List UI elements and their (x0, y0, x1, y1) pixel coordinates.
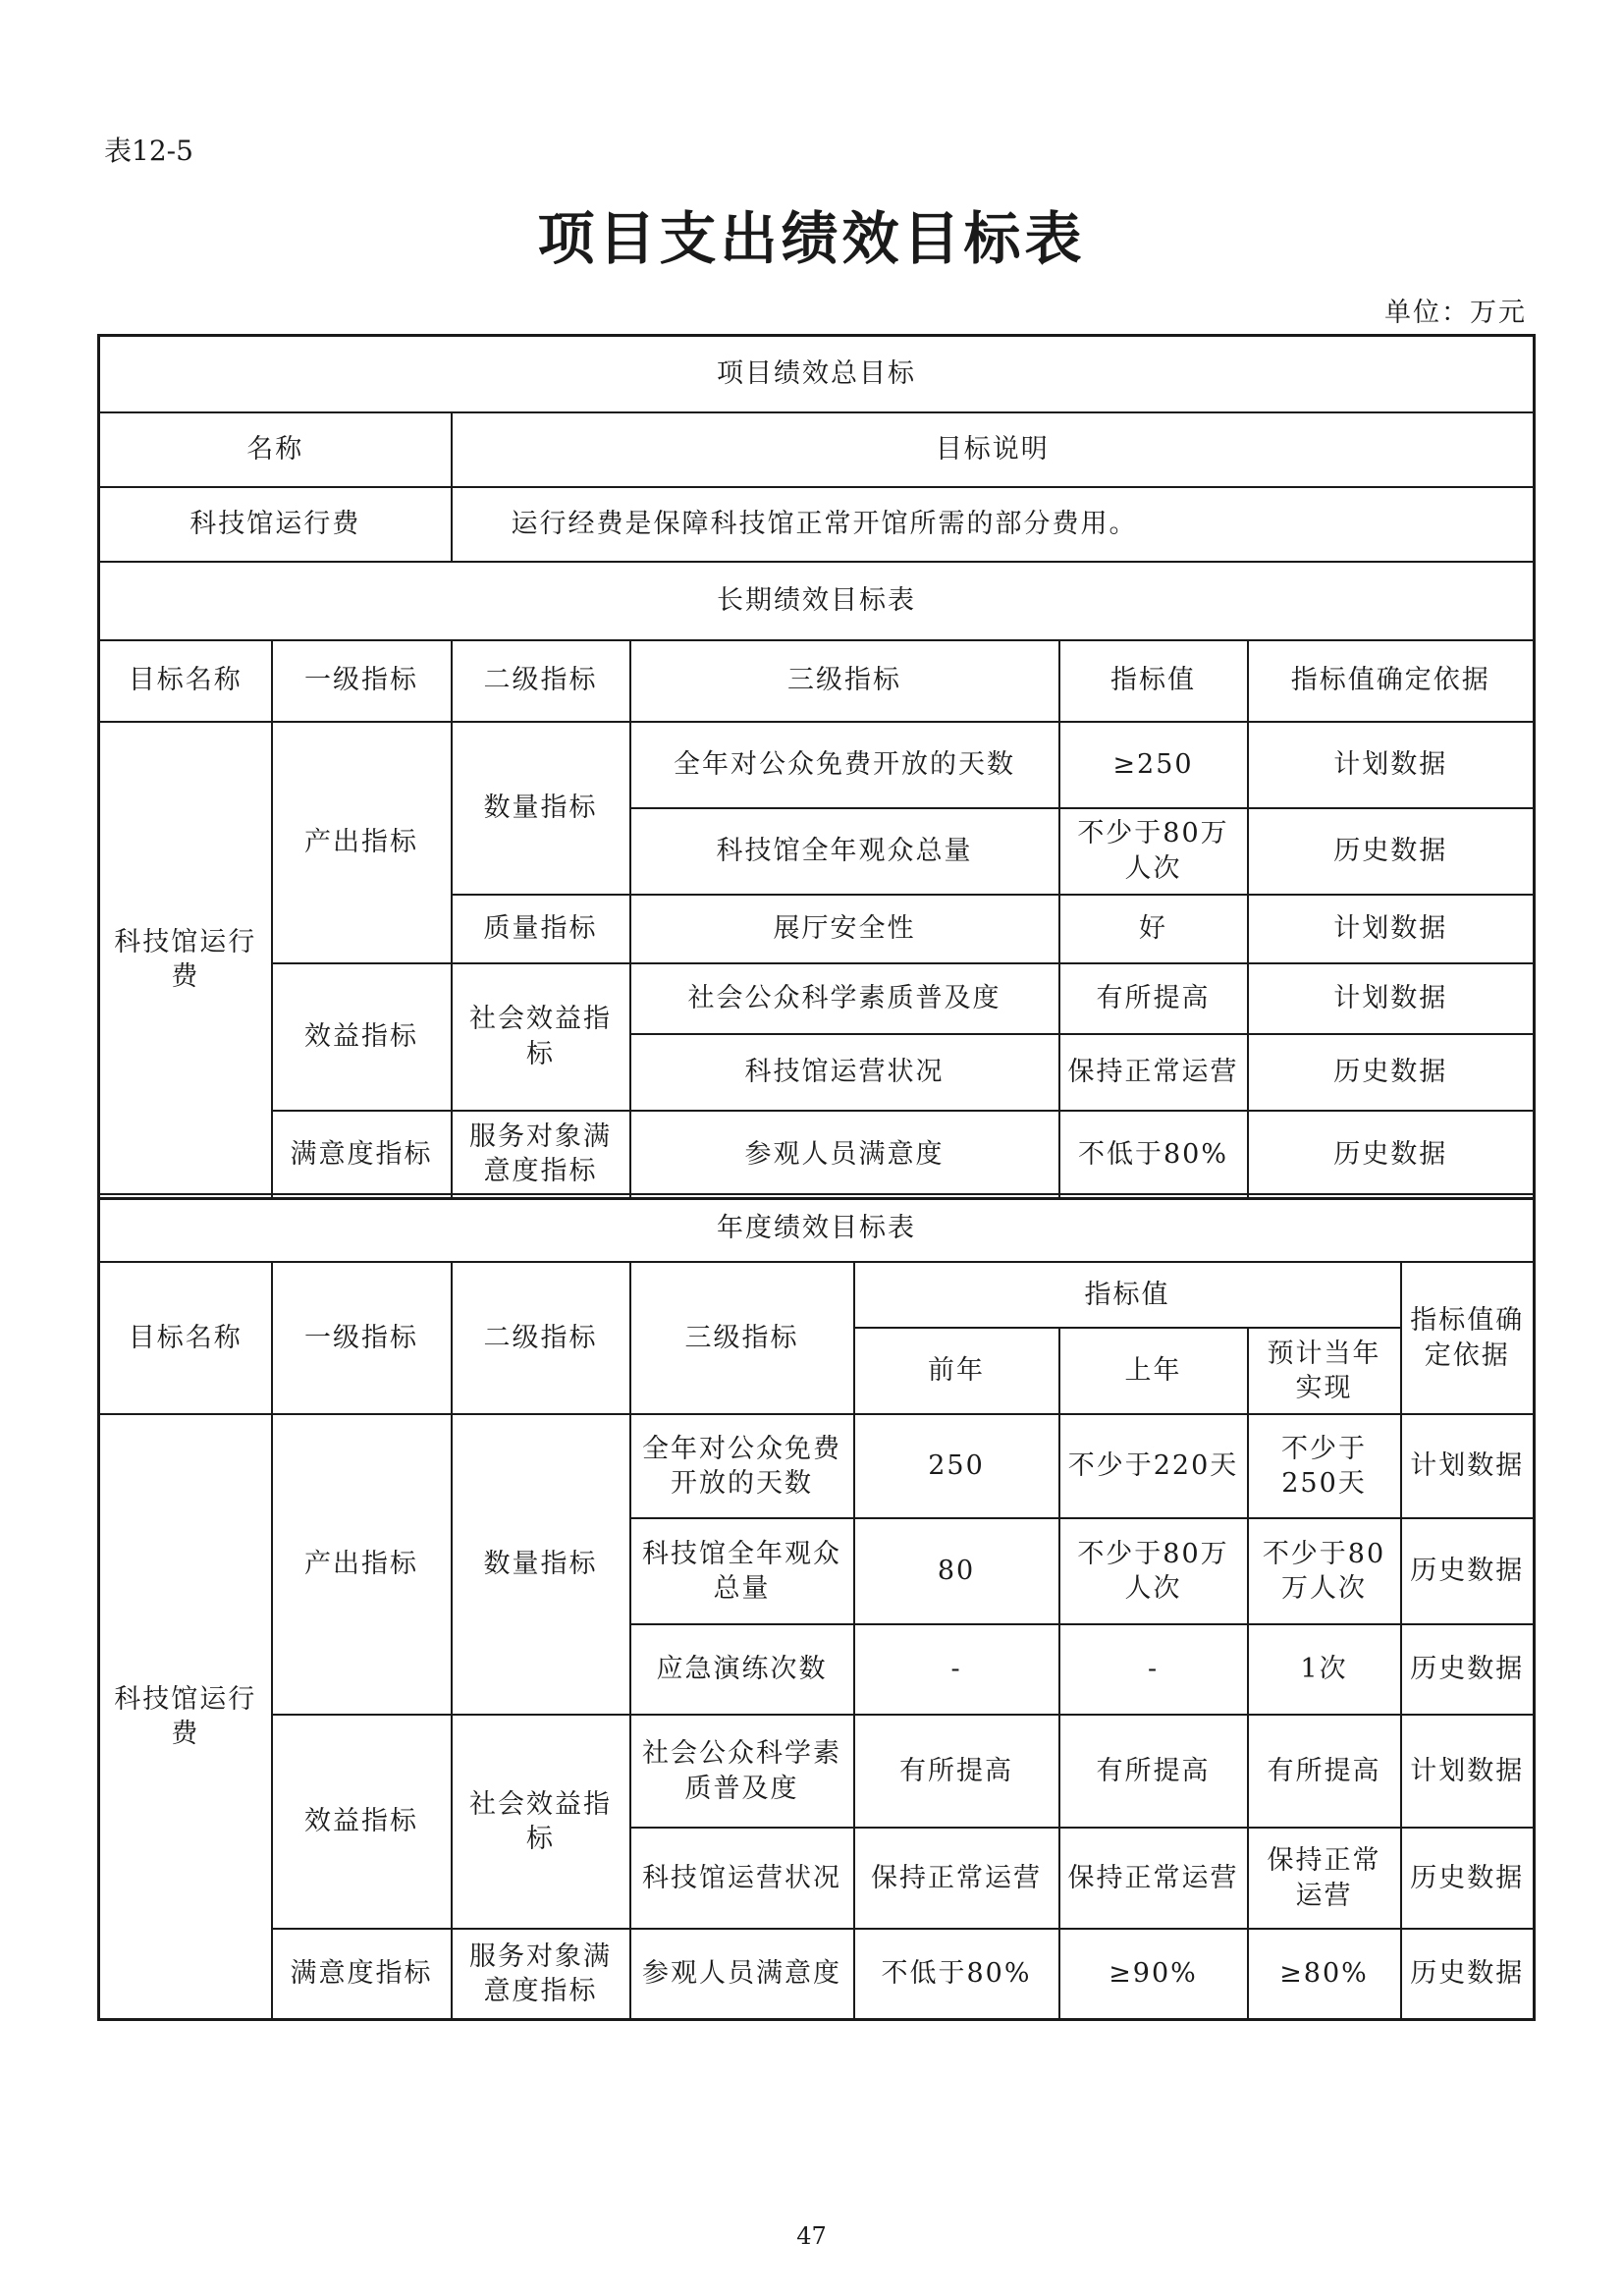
level1-cell: 产出指标 (272, 722, 452, 963)
prev-cell: 有所提高 (854, 1715, 1059, 1828)
header-level3: 三级指标 (630, 640, 1059, 722)
description-column-header: 目标说明 (452, 412, 1535, 487)
page-number: 47 (796, 2222, 827, 2250)
header-value: 指标值 (854, 1262, 1401, 1328)
document-title: 项目支出绩效目标表 (537, 205, 1086, 272)
table-row (99, 562, 1535, 640)
header-target-name: 目标名称 (99, 1262, 272, 1414)
last-cell: 有所提高 (1059, 1715, 1248, 1828)
project-name: 科技馆运行费 (99, 487, 452, 562)
last-cell: 不少于220天 (1059, 1414, 1248, 1518)
level3-cell: 参观人员满意度 (630, 1929, 854, 2019)
last-cell: ≥90% (1059, 1929, 1248, 2019)
value-cell: 好 (1059, 895, 1248, 963)
prev-cell: 80 (854, 1518, 1059, 1624)
table-row (99, 1111, 1535, 1199)
level3-cell: 展厅安全性 (630, 895, 1059, 963)
annual-heading: 年度绩效目标表 (99, 1194, 1535, 1262)
basis-cell: 历史数据 (1248, 1111, 1535, 1199)
level3-cell: 科技馆运营状况 (630, 1828, 854, 1929)
header-target-name: 目标名称 (99, 640, 272, 722)
header-level1: 一级指标 (272, 1262, 452, 1414)
level2-cell: 质量指标 (452, 895, 630, 963)
level3-cell: 参观人员满意度 (630, 1111, 1059, 1199)
prev-cell: 保持正常运营 (854, 1828, 1059, 1929)
value-cell: 不少于80万人次 (1059, 808, 1248, 895)
header-level2: 二级指标 (452, 640, 630, 722)
prev-cell: - (854, 1624, 1059, 1715)
level3-cell: 科技馆全年观众总量 (630, 1518, 854, 1624)
expected-cell: 保持正常运营 (1248, 1828, 1401, 1929)
unit-label: 单位：万元 (1384, 298, 1527, 328)
header-level2: 二级指标 (452, 1262, 630, 1414)
basis-cell: 计划数据 (1401, 1715, 1535, 1828)
basis-cell: 计划数据 (1401, 1414, 1535, 1518)
table-row (99, 1414, 1535, 1518)
level3-cell: 社会公众科学素质普及度 (630, 1715, 854, 1828)
last-cell: - (1059, 1624, 1248, 1715)
expected-cell: 不少于80万人次 (1248, 1518, 1401, 1624)
level1-cell: 满意度指标 (272, 1929, 452, 2019)
expected-cell: 有所提高 (1248, 1715, 1401, 1828)
level2-cell: 服务对象满意度指标 (452, 1111, 630, 1199)
level3-cell: 科技馆运营状况 (630, 1034, 1059, 1111)
overall-heading: 项目绩效总目标 (99, 336, 1535, 412)
value-cell: 不低于80% (1059, 1111, 1248, 1199)
performance-table-annual (97, 1193, 1536, 2021)
value-cell: 有所提高 (1059, 963, 1248, 1034)
last-cell: 保持正常运营 (1059, 1828, 1248, 1929)
table-row (99, 1194, 1535, 1262)
last-cell: 不少于80万人次 (1059, 1518, 1248, 1624)
level1-cell: 满意度指标 (272, 1111, 452, 1199)
basis-cell: 历史数据 (1248, 1034, 1535, 1111)
value-cell: 保持正常运营 (1059, 1034, 1248, 1111)
basis-cell: 计划数据 (1248, 895, 1535, 963)
prev-cell: 不低于80% (854, 1929, 1059, 2019)
expected-cell: 1次 (1248, 1624, 1401, 1715)
target-name-cell: 科技馆运行费 (99, 722, 272, 1199)
performance-table-long-term (97, 334, 1536, 1200)
header-level3: 三级指标 (630, 1262, 854, 1414)
name-column-header: 名称 (99, 412, 452, 487)
table-header-row (99, 640, 1535, 722)
header-basis: 指标值确定依据 (1248, 640, 1535, 722)
table-row (99, 722, 1535, 808)
prev-cell: 250 (854, 1414, 1059, 1518)
level3-cell: 全年对公众免费开放的天数 (630, 1414, 854, 1518)
expected-cell: 不少于250天 (1248, 1414, 1401, 1518)
level2-cell: 社会效益指标 (452, 1715, 630, 1929)
table-header-row (99, 1262, 1535, 1328)
table-row (99, 487, 1535, 562)
basis-cell: 历史数据 (1401, 1929, 1535, 2019)
level3-cell: 社会公众科学素质普及度 (630, 963, 1059, 1034)
header-value: 指标值 (1059, 640, 1248, 722)
level2-cell: 数量指标 (452, 1414, 630, 1715)
value-cell: ≥250 (1059, 722, 1248, 808)
level2-cell: 数量指标 (452, 722, 630, 895)
table-row (99, 336, 1535, 412)
header-level1: 一级指标 (272, 640, 452, 722)
level1-cell: 效益指标 (272, 963, 452, 1111)
document-label: 表12-5 (104, 135, 193, 167)
header-last-year: 上年 (1059, 1328, 1248, 1414)
level3-cell: 科技馆全年观众总量 (630, 808, 1059, 895)
table-row (99, 963, 1535, 1034)
level3-cell: 全年对公众免费开放的天数 (630, 722, 1059, 808)
level3-cell: 应急演练次数 (630, 1624, 854, 1715)
target-name-cell: 科技馆运行费 (99, 1414, 272, 2019)
level1-cell: 产出指标 (272, 1414, 452, 1715)
expected-cell: ≥80% (1248, 1929, 1401, 2019)
basis-cell: 计划数据 (1248, 722, 1535, 808)
level2-cell: 服务对象满意度指标 (452, 1929, 630, 2019)
project-description: 运行经费是保障科技馆正常开馆所需的部分费用。 (452, 487, 1535, 562)
level1-cell: 效益指标 (272, 1715, 452, 1929)
table-row (99, 1929, 1535, 2019)
basis-cell: 历史数据 (1401, 1518, 1535, 1624)
table-row (99, 1715, 1535, 1828)
basis-cell: 计划数据 (1248, 963, 1535, 1034)
level2-cell: 社会效益指标 (452, 963, 630, 1111)
header-prev-year: 前年 (854, 1328, 1059, 1414)
long-term-heading: 长期绩效目标表 (99, 562, 1535, 640)
basis-cell: 历史数据 (1401, 1828, 1535, 1929)
header-basis: 指标值确定依据 (1401, 1262, 1535, 1414)
basis-cell: 历史数据 (1401, 1624, 1535, 1715)
table-row (99, 412, 1535, 487)
basis-cell: 历史数据 (1248, 808, 1535, 895)
header-expected: 预计当年实现 (1248, 1328, 1401, 1414)
